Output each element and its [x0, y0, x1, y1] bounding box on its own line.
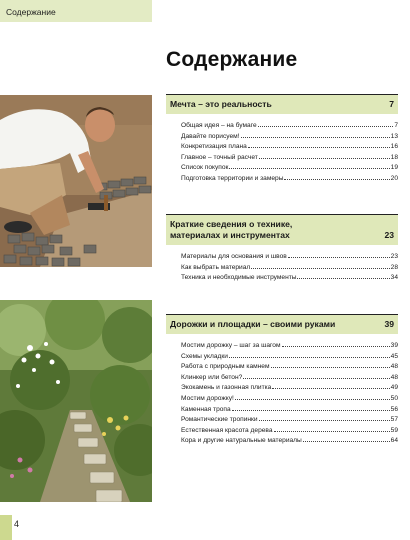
toc-entry-page: 28	[390, 263, 398, 271]
toc-entry-title: Романтические тропинки	[181, 416, 258, 424]
toc-entry[interactable]	[166, 273, 398, 284]
toc-entry[interactable]	[166, 163, 398, 174]
toc-entry[interactable]	[166, 394, 398, 405]
toc-entry-title: Материалы для основания и швов	[181, 253, 287, 260]
toc-entry-page: 48	[390, 373, 398, 381]
toc-entry-page: 59	[390, 426, 398, 434]
toc-section-heading-page: 39	[384, 319, 394, 329]
toc-entry[interactable]	[166, 142, 398, 153]
toc-entry-title: Как выбрать материал	[181, 263, 251, 271]
toc-entry-page: 57	[390, 416, 398, 424]
toc-section-2	[166, 214, 398, 284]
toc-entry[interactable]	[166, 153, 398, 164]
toc-entry-page: 20	[390, 174, 398, 182]
toc-entry[interactable]	[166, 341, 398, 352]
garden-path-photo-image	[0, 300, 152, 502]
toc-entry-title: Мостим дорожку!	[181, 394, 234, 402]
toc-entry-title: Схемы укладки	[181, 352, 228, 360]
toc-entry-title: Экокамень и газонная плитка	[181, 384, 272, 392]
toc-entry-title: Кора и другие натуральные материалы	[181, 437, 302, 445]
toc-entry-page: 39	[390, 342, 398, 349]
toc-entry[interactable]	[166, 352, 398, 363]
dot-leader	[243, 373, 389, 379]
toc-entry[interactable]	[166, 174, 398, 185]
dot-leader	[303, 436, 390, 442]
dot-leader	[251, 263, 389, 269]
toc-entry[interactable]	[166, 263, 398, 274]
toc-entry-title: Клинкер или бетон?	[181, 373, 243, 381]
toc-entry[interactable]	[166, 362, 398, 373]
toc-section-heading-title: Дорожки и площадки – своими руками	[170, 319, 336, 329]
toc-section-heading-title: Мечта – это реальность	[170, 99, 272, 109]
toc-entry-page: 64	[390, 437, 398, 445]
toc-entry-page: 50	[390, 394, 398, 402]
toc-entry-title: Общая идея – на бумаге	[181, 122, 257, 129]
toc-entry-title: Главное – точный расчет	[181, 153, 258, 161]
toc-section-heading[interactable]	[166, 214, 398, 245]
toc-entry-page: 49	[390, 384, 398, 392]
toc-entry[interactable]	[166, 132, 398, 143]
dot-leader	[229, 352, 390, 358]
toc-entry-list	[166, 121, 398, 185]
toc-entry-list	[166, 341, 398, 447]
toc-section-heading-page: 7	[389, 99, 394, 109]
toc-entry-page: 56	[390, 405, 398, 413]
toc-entry-title: Работа с природным камнем	[181, 363, 270, 371]
toc-section-heading-page: 23	[384, 230, 394, 240]
toc-section-1	[166, 94, 398, 185]
toc-entry-title: Подготовка территории и замеры	[181, 174, 284, 182]
dot-leader	[288, 252, 390, 258]
toc-entry[interactable]	[166, 383, 398, 394]
dot-leader	[241, 132, 390, 138]
toc-entry-page: 18	[390, 153, 398, 161]
dot-leader	[232, 405, 390, 411]
toc-section-heading[interactable]	[166, 314, 398, 334]
toc-section-heading-line-2: материалах и инструментах	[170, 230, 290, 240]
toc-entry[interactable]	[166, 426, 398, 437]
dot-leader	[248, 142, 390, 148]
dot-leader	[229, 163, 389, 169]
dot-leader	[259, 415, 390, 421]
page-number-bar	[0, 515, 12, 540]
toc-entry-title: Мостим дорожку – шаг за шагом	[181, 342, 281, 349]
toc-entry-title: Каменная тропа	[181, 405, 231, 413]
toc-entry-page: 19	[390, 164, 398, 172]
toc-entry-title: Список покупок	[181, 164, 229, 172]
toc-entry[interactable]	[166, 436, 398, 447]
dot-leader	[272, 383, 389, 389]
toc-entry[interactable]	[166, 252, 398, 263]
toc-entry[interactable]	[166, 415, 398, 426]
toc-entry-title: Конкретизация плана	[181, 143, 247, 151]
dot-leader	[297, 273, 389, 279]
dot-leader	[274, 426, 390, 432]
dot-leader	[284, 174, 389, 180]
running-header	[0, 0, 152, 22]
paving-photo	[0, 95, 152, 267]
toc-entry[interactable]	[166, 405, 398, 416]
page-title: Содержание	[166, 48, 298, 71]
toc-entry-title: Естественная красота дерева	[181, 426, 273, 434]
toc-entry-page: 23	[390, 253, 398, 260]
toc-entry-page: 48	[390, 363, 398, 371]
toc-entry-page: 45	[390, 352, 398, 360]
toc-entry-page: 34	[390, 274, 398, 282]
paving-photo-image	[0, 95, 152, 267]
toc-section-heading[interactable]	[166, 94, 398, 114]
toc-entry-page: 7	[394, 122, 398, 129]
dot-leader	[258, 121, 394, 127]
toc-entry-list	[166, 252, 398, 284]
toc-section-3	[166, 314, 398, 447]
toc-entry[interactable]	[166, 373, 398, 384]
toc-entry[interactable]	[166, 121, 398, 132]
toc-entry-page: 16	[390, 143, 398, 151]
running-header-label: Содержание	[6, 7, 56, 17]
garden-path-photo	[0, 300, 152, 502]
dot-leader	[259, 153, 390, 159]
toc-section-heading-line-1: Краткие сведения о технике,	[170, 219, 293, 229]
dot-leader	[271, 362, 390, 368]
dot-leader	[282, 341, 390, 347]
toc-entry-title: Давайте порисуем!	[181, 132, 240, 140]
dot-leader	[235, 394, 390, 400]
toc-entry-page: 13	[390, 132, 398, 140]
page-number: 4	[14, 519, 20, 529]
toc-entry-title: Техника и необходимые инструменты	[181, 274, 297, 282]
